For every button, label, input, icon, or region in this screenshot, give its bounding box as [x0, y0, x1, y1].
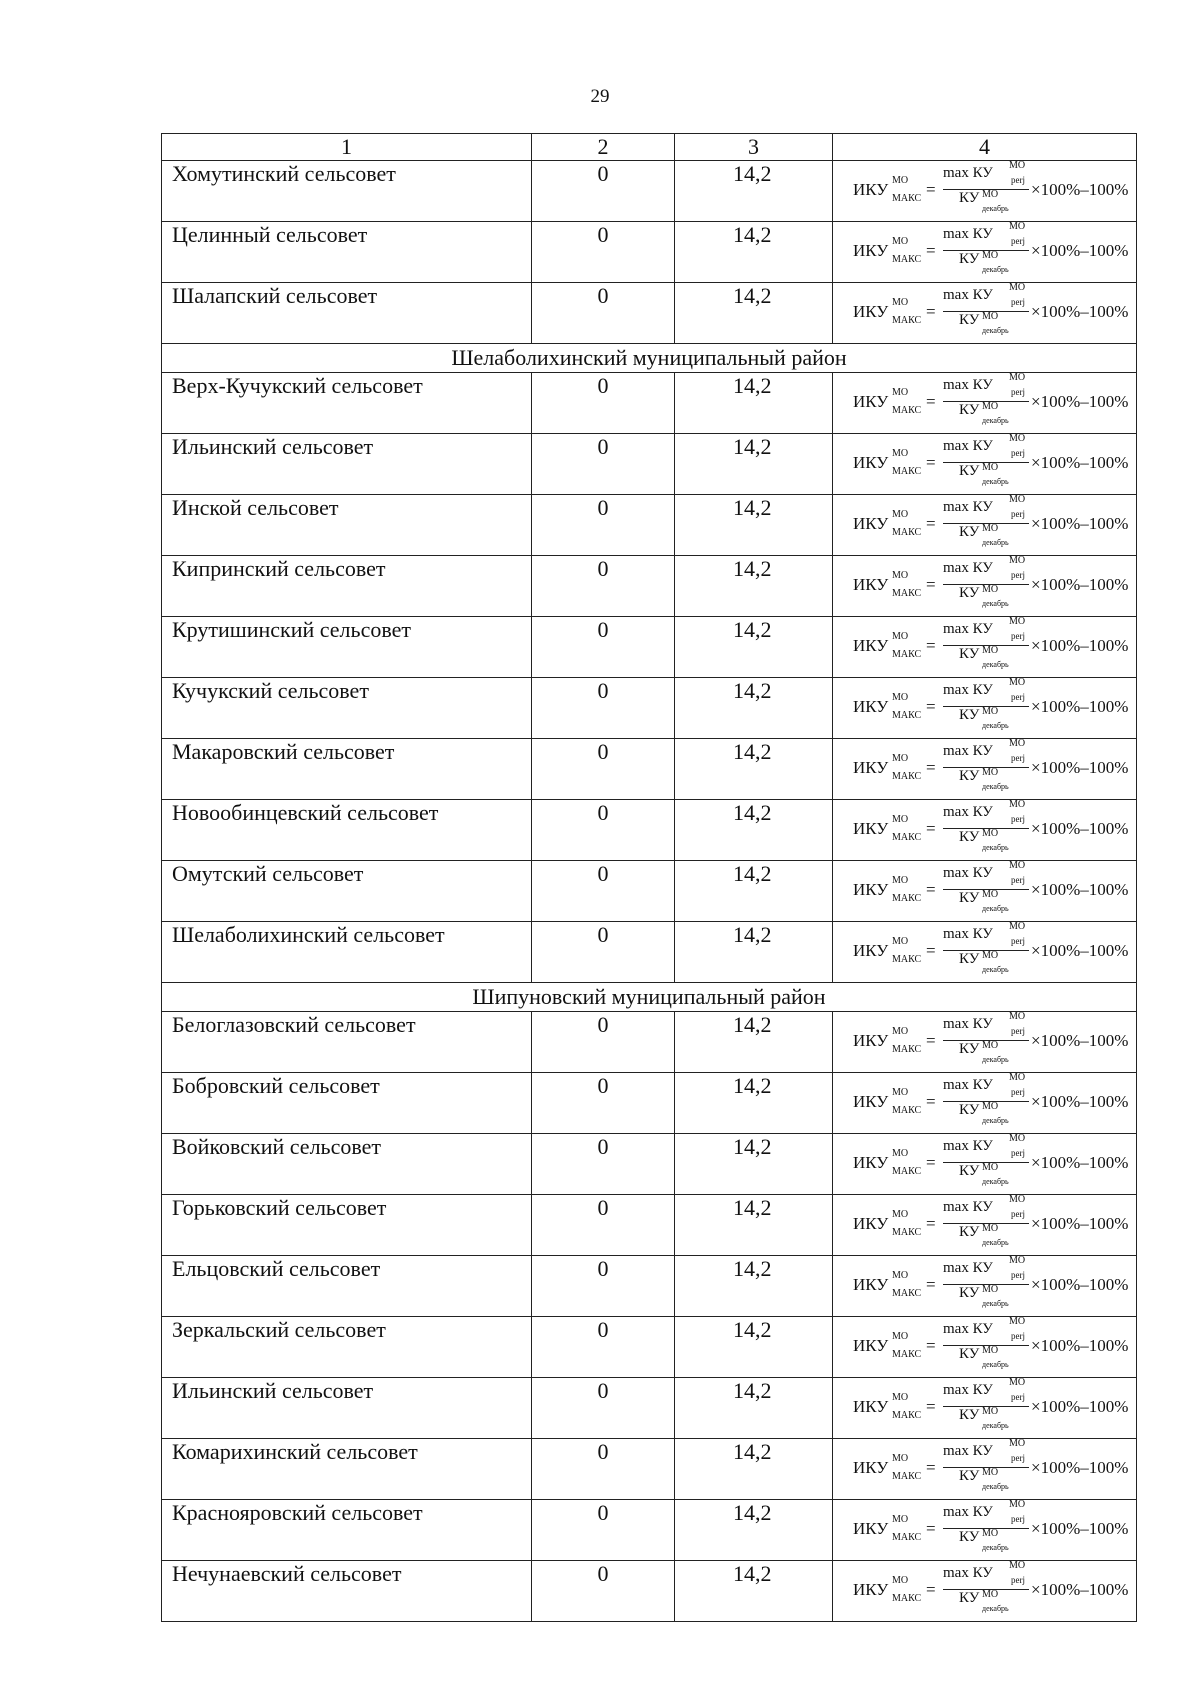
- col3-text: 14,2: [733, 800, 772, 825]
- formula-numerator: max КУ МО perj: [943, 1133, 1026, 1158]
- col2-value: 0: [532, 556, 675, 617]
- formula-equals: =: [926, 514, 936, 533]
- municipality-name: Ельцовский сельсовет: [162, 1256, 532, 1317]
- table-row: [162, 1012, 1137, 1073]
- col3-text: 14,2: [733, 1012, 772, 1037]
- formula-numerator: max КУ МО perj: [943, 1316, 1026, 1341]
- section-title: Шелаболихинский муниципальный район: [162, 344, 1137, 373]
- formula-denominator: КУ МО декабрь: [959, 1223, 1009, 1247]
- section-row: [162, 983, 1137, 1012]
- municipality-name: Белоглазовский сельсовет: [162, 1012, 532, 1073]
- formula-cell: [833, 1561, 1137, 1622]
- formula-denominator: КУ МО декабрь: [959, 645, 1009, 669]
- col2-value: 0: [532, 161, 675, 222]
- col3-text: 14,2: [733, 1378, 772, 1403]
- formula-lhs: ИКУ МО МАКС: [853, 814, 922, 843]
- table-row: [162, 1317, 1137, 1378]
- formula-rhs: ×100%–100%: [1031, 697, 1129, 716]
- index-formula: [853, 799, 1129, 856]
- section-title: Шипуновский муниципальный район: [162, 983, 1137, 1012]
- table-row: [162, 495, 1137, 556]
- table-row: [162, 678, 1137, 739]
- index-formula: [853, 677, 1129, 734]
- col3-text: 14,2: [733, 922, 772, 947]
- col2-value: 0: [532, 739, 675, 800]
- formula-rhs: ×100%–100%: [1031, 880, 1129, 899]
- table-header-row: [162, 134, 1137, 161]
- formula-lhs: ИКУ МО МАКС: [853, 1087, 922, 1116]
- formula-equals: =: [926, 941, 936, 960]
- col2-value: 0: [532, 678, 675, 739]
- index-formula: [853, 160, 1129, 217]
- formula-equals: =: [926, 241, 936, 260]
- formula-lhs: ИКУ МО МАКС: [853, 875, 922, 904]
- formula-equals: =: [926, 819, 936, 838]
- formula-denominator: КУ МО декабрь: [959, 462, 1009, 486]
- col3-value: [675, 922, 833, 983]
- formula-numerator: max КУ МО perj: [943, 860, 1026, 885]
- formula-cell: [833, 1317, 1137, 1378]
- formula-numerator: max КУ МО perj: [943, 433, 1026, 458]
- col3-text: 14,2: [733, 861, 772, 886]
- formula-lhs: ИКУ МО МАКС: [853, 509, 922, 538]
- formula-lhs: ИКУ МО МАКС: [853, 1026, 922, 1055]
- col3-text: 14,2: [733, 283, 772, 308]
- formula-denominator: КУ МО декабрь: [959, 311, 1009, 335]
- table-row: [162, 739, 1137, 800]
- formula-cell: [833, 1256, 1137, 1317]
- col3-value: [675, 1134, 833, 1195]
- formula-equals: =: [926, 180, 936, 199]
- col2-value: 0: [532, 1195, 675, 1256]
- formula-equals: =: [926, 1397, 936, 1416]
- formula-rhs: ×100%–100%: [1031, 1275, 1129, 1294]
- col2-value: 0: [532, 1317, 675, 1378]
- formula-cell: [833, 1378, 1137, 1439]
- index-formula: [853, 738, 1129, 795]
- formula-cell: [833, 161, 1137, 222]
- col3-value: [675, 1073, 833, 1134]
- col3-text: 14,2: [733, 161, 772, 186]
- municipality-name: Бобровский сельсовет: [162, 1073, 532, 1134]
- formula-numerator: max КУ МО perj: [943, 1255, 1026, 1280]
- table-row: [162, 1195, 1137, 1256]
- formula-cell: [833, 861, 1137, 922]
- formula-denominator: КУ МО декабрь: [959, 523, 1009, 547]
- table-row: [162, 222, 1137, 283]
- formula-lhs: ИКУ МО МАКС: [853, 297, 922, 326]
- col2-value: 0: [532, 434, 675, 495]
- formula-numerator: max КУ МО perj: [943, 1194, 1026, 1219]
- formula-numerator: max КУ МО perj: [943, 677, 1026, 702]
- formula-lhs: ИКУ МО МАКС: [853, 1270, 922, 1299]
- municipality-name: Войковский сельсовет: [162, 1134, 532, 1195]
- formula-lhs: ИКУ МО МАКС: [853, 1148, 922, 1177]
- formula-numerator: max КУ МО perj: [943, 372, 1026, 397]
- table-row: [162, 861, 1137, 922]
- formula-rhs: ×100%–100%: [1031, 941, 1129, 960]
- table-row: [162, 373, 1137, 434]
- formula-numerator: max КУ МО perj: [943, 1499, 1026, 1524]
- formula-cell: [833, 1439, 1137, 1500]
- data-table: [161, 133, 1137, 1622]
- index-formula: [853, 860, 1129, 917]
- col2-value: 0: [532, 222, 675, 283]
- col3-value: [675, 739, 833, 800]
- municipality-name: Верх-Кучукский сельсовет: [162, 373, 532, 434]
- formula-rhs: ×100%–100%: [1031, 575, 1129, 594]
- col3-text: 14,2: [733, 739, 772, 764]
- formula-denominator: КУ МО декабрь: [959, 950, 1009, 974]
- col3-value: [675, 1195, 833, 1256]
- formula-denominator: КУ МО декабрь: [959, 584, 1009, 608]
- index-formula: [853, 1316, 1129, 1373]
- formula-equals: =: [926, 1275, 936, 1294]
- col3-value: [675, 800, 833, 861]
- section-row: [162, 344, 1137, 373]
- formula-rhs: ×100%–100%: [1031, 1580, 1129, 1599]
- col3-text: 14,2: [733, 1073, 772, 1098]
- formula-rhs: ×100%–100%: [1031, 180, 1129, 199]
- col2-value: 0: [532, 617, 675, 678]
- col2-value: 0: [532, 861, 675, 922]
- formula-rhs: ×100%–100%: [1031, 241, 1129, 260]
- page-number: 29: [590, 86, 610, 107]
- col2-value: 0: [532, 1012, 675, 1073]
- formula-denominator: КУ МО декабрь: [959, 1101, 1009, 1125]
- formula-rhs: ×100%–100%: [1031, 1397, 1129, 1416]
- formula-denominator: КУ МО декабрь: [959, 1406, 1009, 1430]
- col3-text: 14,2: [733, 495, 772, 520]
- formula-lhs: ИКУ МО МАКС: [853, 175, 922, 204]
- col3-value: [675, 861, 833, 922]
- index-formula: [853, 1194, 1129, 1251]
- table-row: [162, 1073, 1137, 1134]
- formula-equals: =: [926, 392, 936, 411]
- formula-equals: =: [926, 1153, 936, 1172]
- table-row: [162, 922, 1137, 983]
- formula-lhs: ИКУ МО МАКС: [853, 1514, 922, 1543]
- municipality-name: Ильинский сельсовет: [162, 434, 532, 495]
- municipality-name: Кипринский сельсовет: [162, 556, 532, 617]
- col2-value: 0: [532, 1073, 675, 1134]
- header-cell: 4: [833, 134, 1137, 161]
- formula-rhs: ×100%–100%: [1031, 302, 1129, 321]
- formula-numerator: max КУ МО perj: [943, 1438, 1026, 1463]
- formula-rhs: ×100%–100%: [1031, 453, 1129, 472]
- index-formula: [853, 1377, 1129, 1434]
- index-formula: [853, 221, 1129, 278]
- formula-denominator: КУ МО декабрь: [959, 889, 1009, 913]
- formula-numerator: max КУ МО perj: [943, 221, 1026, 246]
- index-formula: [853, 1499, 1129, 1556]
- formula-rhs: ×100%–100%: [1031, 1214, 1129, 1233]
- col3-value: [675, 1378, 833, 1439]
- col3-text: 14,2: [733, 617, 772, 642]
- formula-cell: [833, 617, 1137, 678]
- formula-cell: [833, 1073, 1137, 1134]
- col3-text: 14,2: [733, 434, 772, 459]
- index-formula: [853, 494, 1129, 551]
- col3-text: 14,2: [733, 222, 772, 247]
- col2-value: 0: [532, 495, 675, 556]
- formula-denominator: КУ МО декабрь: [959, 250, 1009, 274]
- col2-value: 0: [532, 1134, 675, 1195]
- col3-value: [675, 373, 833, 434]
- formula-equals: =: [926, 575, 936, 594]
- formula-numerator: max КУ МО perj: [943, 282, 1026, 307]
- header-cell: 1: [162, 134, 532, 161]
- municipality-name: Макаровский сельсовет: [162, 739, 532, 800]
- col3-text: 14,2: [733, 678, 772, 703]
- formula-rhs: ×100%–100%: [1031, 1336, 1129, 1355]
- formula-numerator: max КУ МО perj: [943, 1377, 1026, 1402]
- index-formula: [853, 616, 1129, 673]
- formula-cell: [833, 678, 1137, 739]
- formula-equals: =: [926, 1580, 936, 1599]
- col3-text: 14,2: [733, 1439, 772, 1464]
- formula-equals: =: [926, 697, 936, 716]
- formula-lhs: ИКУ МО МАКС: [853, 753, 922, 782]
- formula-lhs: ИКУ МО МАКС: [853, 448, 922, 477]
- formula-denominator: КУ МО декабрь: [959, 1284, 1009, 1308]
- col2-value: 0: [532, 1378, 675, 1439]
- formula-numerator: max КУ МО perj: [943, 921, 1026, 946]
- col3-value: [675, 1012, 833, 1073]
- col2-value: 0: [532, 800, 675, 861]
- col3-value: [675, 556, 833, 617]
- col2-value: 0: [532, 1256, 675, 1317]
- col3-text: 14,2: [733, 1500, 772, 1525]
- municipality-name: Шелаболихинский сельсовет: [162, 922, 532, 983]
- col3-value: [675, 495, 833, 556]
- formula-rhs: ×100%–100%: [1031, 636, 1129, 655]
- formula-lhs: ИКУ МО МАКС: [853, 1453, 922, 1482]
- formula-cell: [833, 922, 1137, 983]
- table-row: [162, 1500, 1137, 1561]
- index-formula: [853, 1255, 1129, 1312]
- formula-rhs: ×100%–100%: [1031, 514, 1129, 533]
- header-cell: 2: [532, 134, 675, 161]
- formula-cell: [833, 739, 1137, 800]
- col3-value: [675, 1256, 833, 1317]
- col3-value: [675, 161, 833, 222]
- formula-numerator: max КУ МО perj: [943, 494, 1026, 519]
- formula-numerator: max КУ МО perj: [943, 1560, 1026, 1585]
- formula-lhs: ИКУ МО МАКС: [853, 1209, 922, 1238]
- formula-equals: =: [926, 1214, 936, 1233]
- formula-rhs: ×100%–100%: [1031, 1458, 1129, 1477]
- formula-denominator: КУ МО декабрь: [959, 1589, 1009, 1613]
- col2-value: 0: [532, 1439, 675, 1500]
- formula-lhs: ИКУ МО МАКС: [853, 570, 922, 599]
- col2-value: 0: [532, 922, 675, 983]
- formula-equals: =: [926, 1031, 936, 1050]
- table-row: [162, 161, 1137, 222]
- formula-cell: [833, 283, 1137, 344]
- col3-value: [675, 1561, 833, 1622]
- municipality-name: Крутишинский сельсовет: [162, 617, 532, 678]
- col3-text: 14,2: [733, 1317, 772, 1342]
- formula-lhs: ИКУ МО МАКС: [853, 1392, 922, 1421]
- municipality-name: Ильинский сельсовет: [162, 1378, 532, 1439]
- municipality-name: Кучукский сельсовет: [162, 678, 532, 739]
- municipality-name: Хомутинский сельсовет: [162, 161, 532, 222]
- formula-equals: =: [926, 1519, 936, 1538]
- formula-cell: [833, 434, 1137, 495]
- formula-lhs: ИКУ МО МАКС: [853, 936, 922, 965]
- col3-value: [675, 617, 833, 678]
- index-formula: [853, 1011, 1129, 1068]
- table-row: [162, 1134, 1137, 1195]
- index-formula: [853, 1133, 1129, 1190]
- col3-text: 14,2: [733, 556, 772, 581]
- formula-denominator: КУ МО декабрь: [959, 1528, 1009, 1552]
- index-formula: [853, 1438, 1129, 1495]
- formula-lhs: ИКУ МО МАКС: [853, 236, 922, 265]
- index-formula: [853, 1072, 1129, 1129]
- formula-denominator: КУ МО декабрь: [959, 1467, 1009, 1491]
- col3-value: [675, 222, 833, 283]
- formula-cell: [833, 495, 1137, 556]
- index-formula: [853, 433, 1129, 490]
- formula-numerator: max КУ МО perj: [943, 1072, 1026, 1097]
- table-row: [162, 800, 1137, 861]
- col3-value: [675, 678, 833, 739]
- formula-lhs: ИКУ МО МАКС: [853, 387, 922, 416]
- formula-equals: =: [926, 302, 936, 321]
- col3-text: 14,2: [733, 1256, 772, 1281]
- municipality-name: Зеркальский сельсовет: [162, 1317, 532, 1378]
- formula-rhs: ×100%–100%: [1031, 1519, 1129, 1538]
- col2-value: 0: [532, 373, 675, 434]
- formula-equals: =: [926, 1336, 936, 1355]
- table-row: [162, 1561, 1137, 1622]
- col3-value: [675, 1317, 833, 1378]
- formula-equals: =: [926, 758, 936, 777]
- formula-equals: =: [926, 636, 936, 655]
- formula-numerator: max КУ МО perj: [943, 738, 1026, 763]
- formula-denominator: КУ МО декабрь: [959, 189, 1009, 213]
- formula-denominator: КУ МО декабрь: [959, 767, 1009, 791]
- col3-value: [675, 1439, 833, 1500]
- formula-numerator: max КУ МО perj: [943, 555, 1026, 580]
- formula-cell: [833, 373, 1137, 434]
- formula-denominator: КУ МО декабрь: [959, 828, 1009, 852]
- col3-text: 14,2: [733, 1134, 772, 1159]
- formula-rhs: ×100%–100%: [1031, 392, 1129, 411]
- formula-equals: =: [926, 880, 936, 899]
- col3-value: [675, 1500, 833, 1561]
- col3-text: 14,2: [733, 373, 772, 398]
- formula-denominator: КУ МО декабрь: [959, 1040, 1009, 1064]
- table-row: [162, 1256, 1137, 1317]
- formula-lhs: ИКУ МО МАКС: [853, 1575, 922, 1604]
- index-formula: [853, 921, 1129, 978]
- table-row: [162, 1439, 1137, 1500]
- formula-rhs: ×100%–100%: [1031, 819, 1129, 838]
- formula-cell: [833, 1195, 1137, 1256]
- col2-value: 0: [532, 1500, 675, 1561]
- formula-rhs: ×100%–100%: [1031, 1153, 1129, 1172]
- formula-rhs: ×100%–100%: [1031, 758, 1129, 777]
- formula-numerator: max КУ МО perj: [943, 616, 1026, 641]
- formula-cell: [833, 222, 1137, 283]
- table-row: [162, 1378, 1137, 1439]
- municipality-name: Нечунаевский сельсовет: [162, 1561, 532, 1622]
- table-row: [162, 434, 1137, 495]
- formula-denominator: КУ МО декабрь: [959, 1162, 1009, 1186]
- formula-numerator: max КУ МО perj: [943, 1011, 1026, 1036]
- header-cell: 3: [675, 134, 833, 161]
- formula-lhs: ИКУ МО МАКС: [853, 631, 922, 660]
- municipality-name: Краснояровский сельсовет: [162, 1500, 532, 1561]
- index-formula: [853, 372, 1129, 429]
- formula-lhs: ИКУ МО МАКС: [853, 692, 922, 721]
- formula-denominator: КУ МО декабрь: [959, 1345, 1009, 1369]
- formula-equals: =: [926, 1092, 936, 1111]
- formula-numerator: max КУ МО perj: [943, 799, 1026, 824]
- formula-rhs: ×100%–100%: [1031, 1031, 1129, 1050]
- formula-denominator: КУ МО декабрь: [959, 706, 1009, 730]
- formula-cell: [833, 556, 1137, 617]
- col3-text: 14,2: [733, 1561, 772, 1586]
- formula-cell: [833, 1012, 1137, 1073]
- formula-lhs: ИКУ МО МАКС: [853, 1331, 922, 1360]
- index-formula: [853, 555, 1129, 612]
- municipality-name: Целинный сельсовет: [162, 222, 532, 283]
- col2-value: 0: [532, 1561, 675, 1622]
- col3-value: [675, 283, 833, 344]
- formula-equals: =: [926, 1458, 936, 1477]
- formula-rhs: ×100%–100%: [1031, 1092, 1129, 1111]
- col3-value: [675, 434, 833, 495]
- table-row: [162, 617, 1137, 678]
- index-formula: [853, 1560, 1129, 1617]
- formula-cell: [833, 800, 1137, 861]
- col2-value: 0: [532, 283, 675, 344]
- municipality-name: Инской сельсовет: [162, 495, 532, 556]
- index-formula: [853, 282, 1129, 339]
- municipality-name: Шалапский сельсовет: [162, 283, 532, 344]
- formula-cell: [833, 1134, 1137, 1195]
- table-row: [162, 556, 1137, 617]
- formula-cell: [833, 1500, 1137, 1561]
- table-row: [162, 283, 1137, 344]
- formula-denominator: КУ МО декабрь: [959, 401, 1009, 425]
- municipality-name: Комарихинский сельсовет: [162, 1439, 532, 1500]
- formula-equals: =: [926, 453, 936, 472]
- municipality-name: Новообинцевский сельсовет: [162, 800, 532, 861]
- municipality-name: Омутский сельсовет: [162, 861, 532, 922]
- formula-numerator: max КУ МО perj: [943, 160, 1026, 185]
- municipality-name: Горьковский сельсовет: [162, 1195, 532, 1256]
- col3-text: 14,2: [733, 1195, 772, 1220]
